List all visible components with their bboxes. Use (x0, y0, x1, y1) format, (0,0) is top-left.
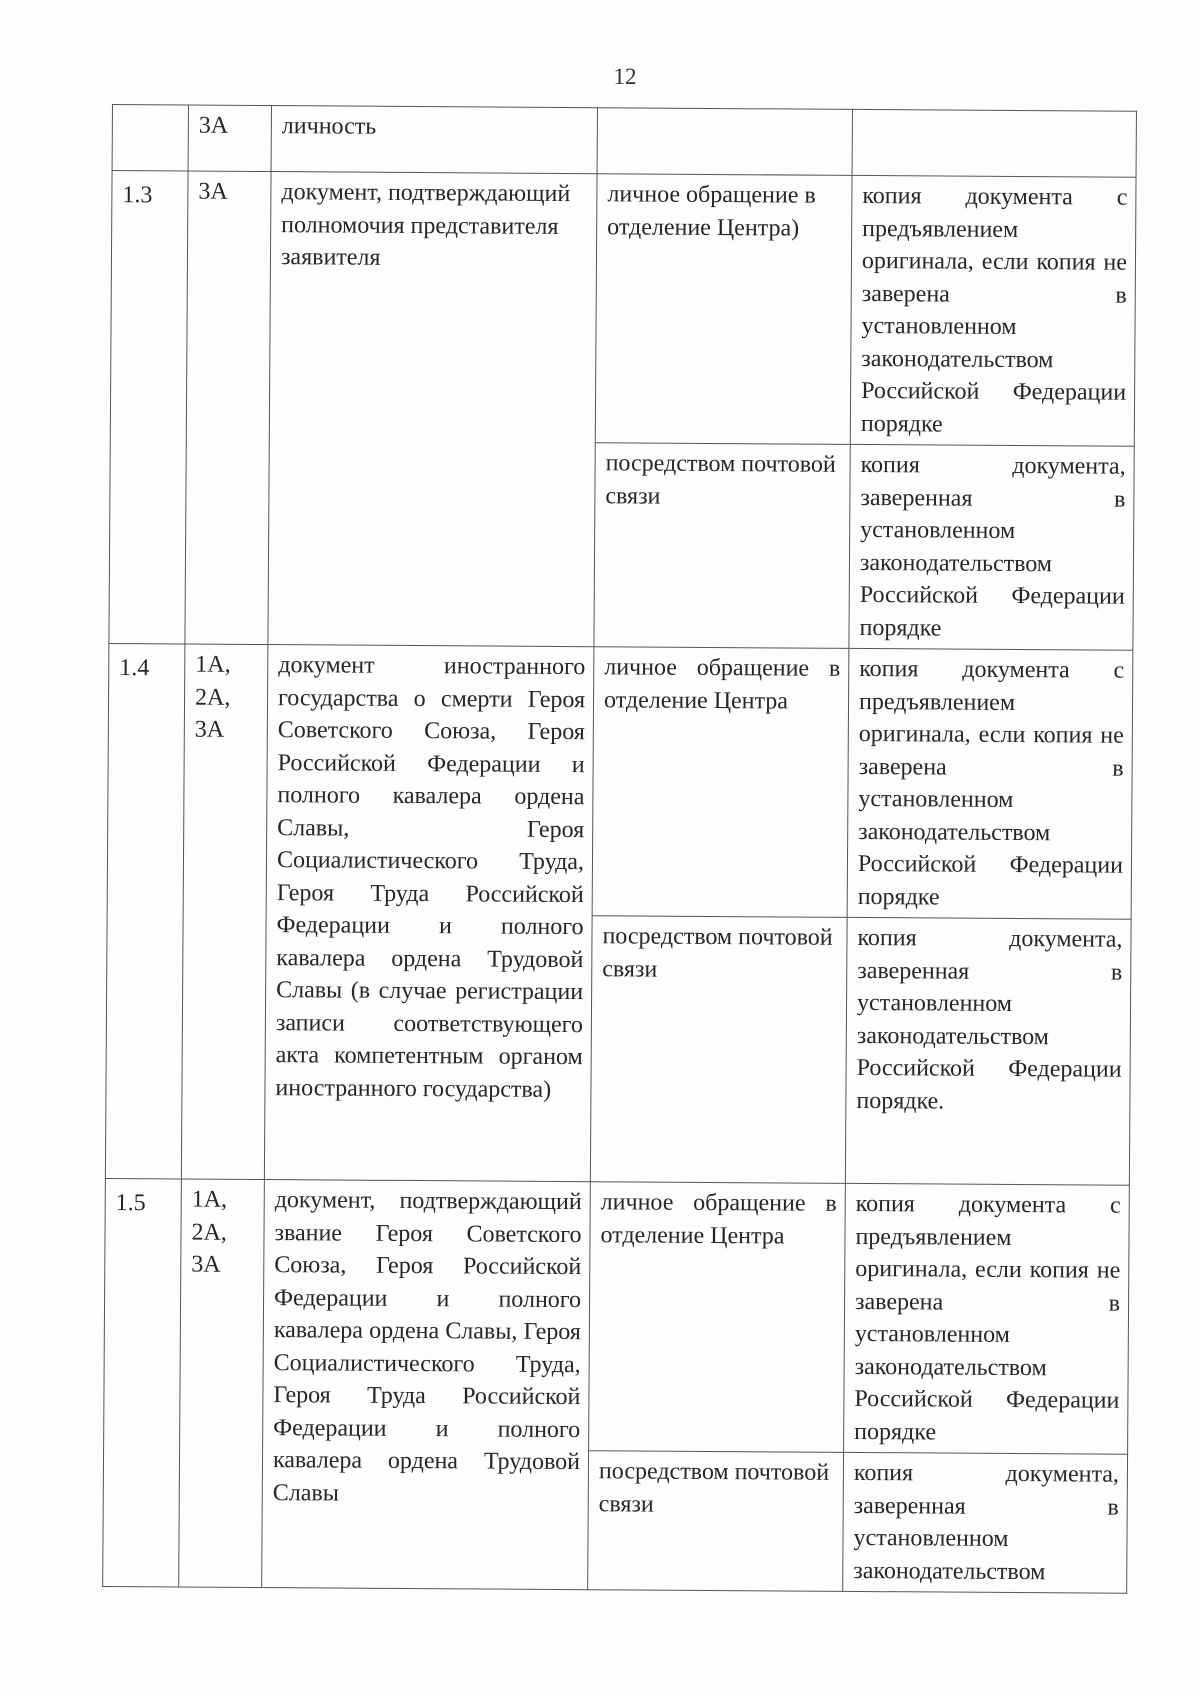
method-cell: личное обращение в отделение Центра (589, 1182, 846, 1453)
table-row (112, 105, 1136, 178)
requirement-cell: копия документа с предъявлением оригинала, если копия не заверена в установленном законодательством Российской Федерации порядке (847, 648, 1133, 919)
document-cell: документ иностранного государства о смерти Героя Советского Союза, Героя Российской Федерации и полного кавалера ордена Славы, Героя Социалистического Труда, Героя Труда Российской Федерации и полного кавалера ордена Трудовой Славы (в случае регистрации записи соответствующего акта компетентным органом иностранного государства) (264, 645, 594, 1182)
category-cell: 3А (185, 171, 271, 645)
method-cell (597, 108, 852, 176)
table-row (110, 171, 1136, 447)
method-cell: личное обращение в отделение Центра (592, 647, 849, 918)
method-cell: посредством почтовой связи (588, 1451, 844, 1592)
row-number-cell: 1.3 (109, 171, 188, 644)
requirement-cell: копия документа, заверенная в установленном законодательством (843, 1452, 1128, 1593)
category-cell: 3А (188, 105, 271, 172)
row-number-cell: 1.5 (103, 1178, 182, 1586)
requirement-cell: копия документа, заверенная в установленном законодательством Российской Федерации порядке (849, 444, 1134, 650)
method-cell: личное обращение в отделение Центра) (595, 174, 852, 445)
page-number: 12 (613, 64, 637, 89)
requirement-cell: копия документа, заверенная в установленном законодательством Российской Федерации порядке. (845, 917, 1131, 1185)
category-cell: 1А, 2А, 3А (181, 644, 268, 1180)
requirement-cell: копия документа с предъявлением оригинала, если копия не заверена в установленном законодательством Российской Федерации порядке (844, 1183, 1130, 1454)
documents-table-wrapper (102, 104, 1137, 1594)
row-number-cell: 1.4 (105, 643, 185, 1178)
table-row (104, 1178, 1130, 1454)
row-number-cell (112, 105, 188, 172)
method-cell: посредством почтовой связи (590, 916, 847, 1184)
category-cell: 1А, 2А, 3А (179, 1179, 265, 1588)
requirement-cell: копия документа с предъявлением оригинала, если копия не заверена в установленном законодательством Российской Федерации порядке (850, 175, 1136, 446)
method-cell: посредством почтовой связи (594, 443, 850, 649)
document-cell: личность (271, 106, 597, 174)
document-cell: документ, подтверждающий полномочия представителя заявителя (268, 172, 597, 647)
documents-table (102, 104, 1137, 1594)
requirement-cell (852, 109, 1136, 177)
document-cell: документ, подтверждающий звание Героя Советского Союза, Героя Российской Федерации и полного кавалера ордена Славы, Героя Социалистического Труда, Героя Труда Российской Федерации и полного кавалера ордена Трудовой Славы (262, 1180, 591, 1590)
table-row (107, 643, 1133, 919)
